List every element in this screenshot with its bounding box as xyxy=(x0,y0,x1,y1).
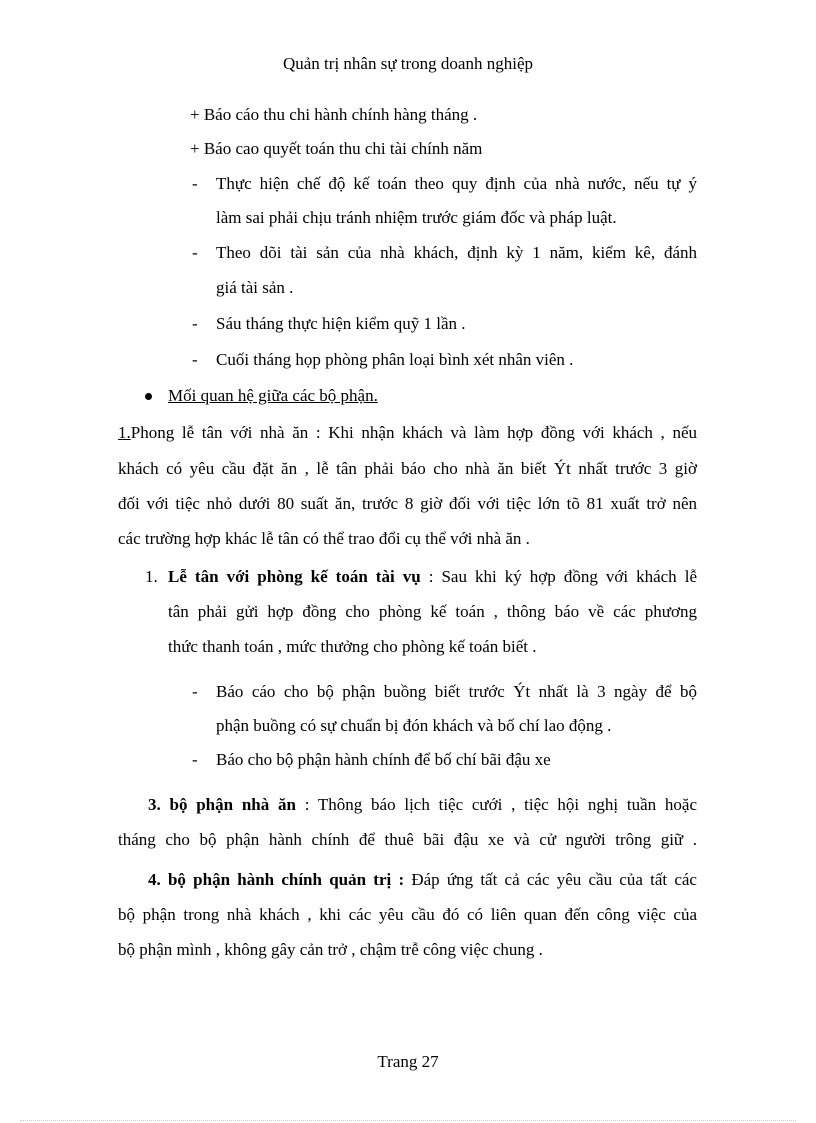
list-item-text: giá tài sản . xyxy=(216,278,294,297)
list-item-text: Sáu tháng thực hiện kiểm quỹ 1 lần . xyxy=(216,314,466,333)
paragraph-4-line1 xyxy=(148,870,697,890)
page-number: Trang 27 xyxy=(377,1052,439,1071)
paragraph-4-line3: bộ phận mình , không gây cản trở , chậm trễ công việc chung . xyxy=(118,940,543,959)
dash-marker: - xyxy=(192,350,198,369)
paragraph-number: 1. xyxy=(118,423,131,442)
paragraph-3-line2: tháng cho bộ phận hành chính để thuê bãi đậu xe và cử người trông giữ . xyxy=(118,830,697,849)
paragraph-2-line1 xyxy=(168,567,697,587)
list-item-text: Cuối tháng họp phòng phân loại bình xét nhân viên . xyxy=(216,350,574,369)
plus-item: + Báo cao quyết toán thu chi tài chính năm xyxy=(190,139,483,158)
paragraph-4-line2: bộ phận trong nhà khách , khi các yêu cầu đó có liên quan đến công việc của xyxy=(118,905,697,924)
list-item-text: làm sai phải chịu tránh nhiệm trước giám đốc và pháp luật. xyxy=(216,208,617,227)
list-item-text: Theo dõi tài sản của nhà khách, định kỳ 1 năm, kiểm kê, đánh xyxy=(216,243,697,262)
paragraph-1-line2: khách có yêu cầu đặt ăn , lễ tân phải báo cho nhà ăn biết Ýt nhất trước 3 giờ xyxy=(118,459,697,478)
page-header: Quản trị nhân sự trong doanh nghiệp xyxy=(282,54,533,73)
page-divider xyxy=(20,1120,796,1121)
list-item-text: phận buồng có sự chuẩn bị đón khách và bố chí lao động . xyxy=(216,716,612,735)
paragraph-1-line4: các trường hợp khác lễ tân có thể trao đổi cụ thể với nhà ăn . xyxy=(118,529,530,548)
dash-marker: - xyxy=(192,314,198,333)
dash-marker: - xyxy=(192,682,198,701)
list-number: 1. xyxy=(145,567,158,586)
paragraph-3-line1 xyxy=(148,795,697,815)
dash-marker: - xyxy=(192,243,198,262)
paragraph-text: : Sau khi ký hợp đồng với khách lễ xyxy=(420,567,697,586)
dash-marker: - xyxy=(192,750,198,769)
paragraph-2-line2: tân phải gửi hợp đồng cho phòng kế toán , thông báo về các phương xyxy=(168,602,697,621)
bullet-icon xyxy=(145,393,152,400)
paragraph-1-line1 xyxy=(118,423,697,443)
dash-marker: - xyxy=(192,174,198,193)
paragraph-bold-lead: Lễ tân với phòng kế toán tài vụ xyxy=(168,567,421,586)
paragraph-bold-lead: 3. bộ phận nhà ăn xyxy=(148,795,296,814)
section-heading: Mối quan hệ giữa các bộ phận. xyxy=(168,386,378,405)
paragraph-2-line3: thức thanh toán , mức thưởng cho phòng kế toán biết . xyxy=(168,637,537,656)
list-item-text: Thực hiện chế độ kế toán theo quy định của nhà nước, nếu tự ý xyxy=(216,174,697,193)
paragraph-text: Phong lễ tân với nhà ăn : Khi nhận khách và làm hợp đồng với khách , nếu xyxy=(130,423,697,442)
list-item-text: Báo cho bộ phận hành chính để bố chí bãi đậu xe xyxy=(216,750,551,769)
paragraph-1-line3: đối với tiệc nhỏ dưới 80 suất ăn, trước 8 giờ đối với tiệc lớn tõ 81 xuất trở nên xyxy=(118,494,697,513)
plus-item: + Báo cáo thu chi hành chính hàng tháng . xyxy=(190,105,478,124)
paragraph-bold-lead: 4. bộ phận hành chính quản trị : xyxy=(148,870,405,889)
paragraph-text: : Thông báo lịch tiệc cưới , tiệc hội nghị tuần hoặc xyxy=(295,795,697,814)
paragraph-text: Đáp ứng tất cả các yêu cầu của tất các xyxy=(404,870,697,889)
list-item-text: Báo cáo cho bộ phận buồng biết trước Ýt nhất là 3 ngày để bộ xyxy=(216,682,697,701)
